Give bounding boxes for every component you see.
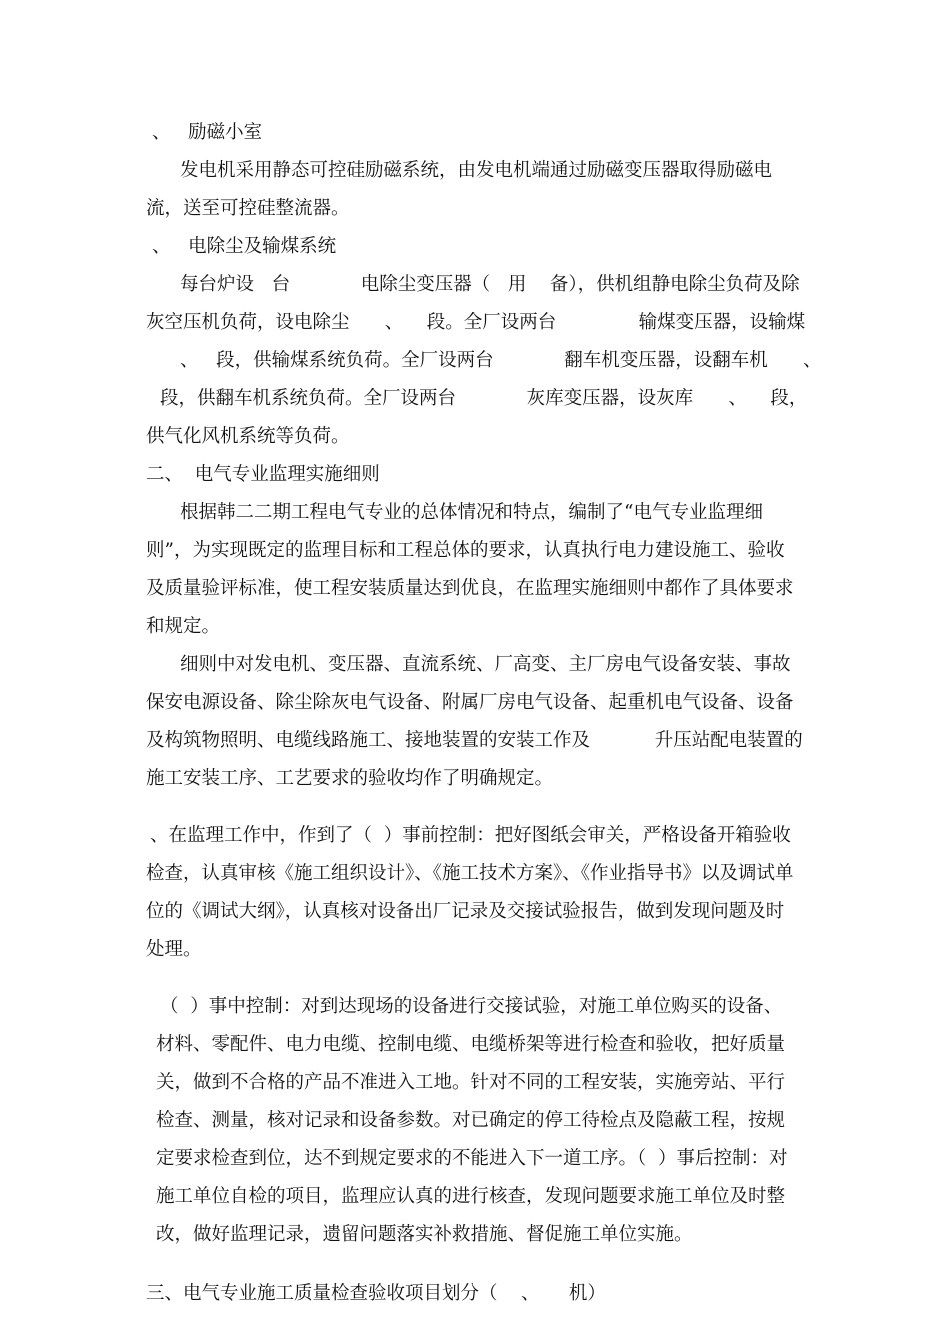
paragraph-line: 施工单位自检的项目，监理应认真的进行核查，发现问题要求施工单位及时整 bbox=[156, 1186, 786, 1207]
section-heading-excitation-room: 、 励磁小室 bbox=[152, 122, 263, 143]
paragraph-line: 施工安装工序、工艺要求的验收均作了明确规定。 bbox=[146, 768, 554, 789]
paragraph-line: 及质量验评标准，使工程安装质量达到优良，在监理实施细则中都作了具体要求 bbox=[146, 578, 794, 599]
paragraph-line: 段，供翻车机系统负荷。全厂设两台 灰库变压器，设灰库 、 段， bbox=[160, 388, 808, 409]
section-heading-supervision-rules: 二、 电气专业监理实施细则 bbox=[146, 464, 380, 485]
section-heading-dust-coal-system: 、 电除尘及输煤系统 bbox=[152, 236, 337, 257]
paragraph-line: 定要求检查到位，达不到规定要求的不能进入下一道工序。（ ）事后控制：对 bbox=[156, 1148, 788, 1169]
paragraph-line: 根据韩二二期工程电气专业的总体情况和特点，编制了“电气专业监理细 bbox=[180, 502, 763, 523]
paragraph-line: 发电机采用静态可控硅励磁系统，由发电机端通过励磁变压器取得励磁电 bbox=[180, 160, 773, 181]
paragraph-line: 检查、测量，核对记录和设备参数。对已确定的停工待检点及隐蔽工程，按规 bbox=[156, 1110, 786, 1131]
paragraph-line: 关，做到不合格的产品不准进入工地。针对不同的工程安装，实施旁站、平行 bbox=[156, 1072, 786, 1093]
paragraph-line: 流，送至可控硅整流器。 bbox=[146, 198, 350, 219]
paragraph-line: 每台炉设 台 电除尘变压器（ 用 备），供机组静电除尘负荷及除 bbox=[180, 274, 800, 295]
paragraph-line: 供气化风机系统等负荷。 bbox=[146, 426, 350, 447]
paragraph-line: 、在监理工作中，作到了（ ）事前控制：把好图纸会审关，严格设备开箱验收 bbox=[150, 825, 791, 846]
paragraph-line: 、 段，供输煤系统负荷。全厂设两台 翻车机变压器，设翻车机 、 bbox=[180, 350, 822, 371]
paragraph-line: （ ）事中控制：对到达现场的设备进行交接试验，对施工单位购买的设备、 bbox=[160, 996, 783, 1017]
paragraph-line: 保安电源设备、除尘除灰电气设备、附属厂房电气设备、起重机电气设备、设备 bbox=[146, 692, 794, 713]
paragraph-line: 材料、零配件、电力电缆、控制电缆、电缆桥架等进行检查和验收，把好质量 bbox=[156, 1034, 786, 1055]
paragraph-line: 细则中对发电机、变压器、直流系统、厂高变、主厂房电气设备安装、事故 bbox=[180, 654, 791, 675]
paragraph-line: 及构筑物照明、电缆线路施工、接地装置的安装工作及 升压站配电装置的 bbox=[146, 730, 803, 751]
paragraph-line: 和规定。 bbox=[146, 616, 221, 637]
paragraph-line: 检查，认真审核《施工组织设计》、《施工技术方案》、《作业指导书》以及调试单 bbox=[146, 863, 794, 884]
paragraph-line: 灰空压机负荷，设电除尘 、 段。全厂设两台 输煤变压器，设输煤 bbox=[146, 312, 806, 333]
paragraph-line: 则”，为实现既定的监理目标和工程总体的要求，认真执行电力建设施工、验收 bbox=[146, 540, 785, 561]
paragraph-line: 处理。 bbox=[146, 939, 202, 960]
paragraph-line: 改，做好监理记录，遗留问题落实补救措施、督促施工单位实施。 bbox=[156, 1224, 693, 1245]
section-heading-inspection-division: 三、电气专业施工质量检查验收项目划分（ 、 机） bbox=[146, 1283, 606, 1304]
paragraph-line: 位的《调试大纲》，认真核对设备出厂记录及交接试验报告，做到发现问题及时 bbox=[146, 901, 785, 922]
